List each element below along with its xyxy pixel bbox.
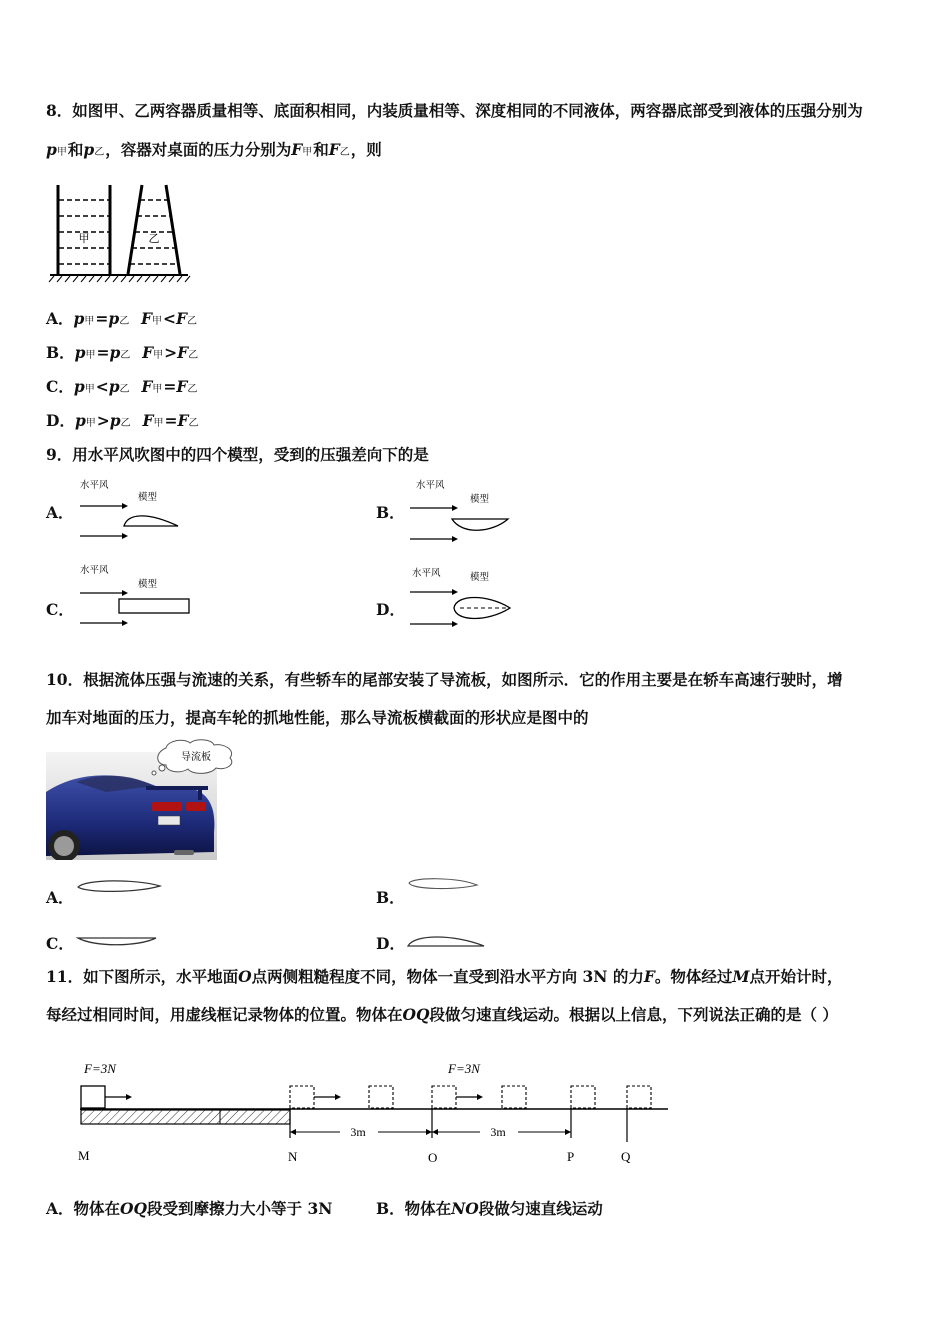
point-q: Q	[621, 1149, 631, 1164]
q8-option-c-sub3: 甲	[152, 384, 163, 395]
bubble-label: 导流板	[181, 752, 211, 763]
q8-option-a-rel-p: =	[95, 309, 109, 328]
q8-option-b-F: F	[142, 343, 154, 362]
fig-label-jia: 甲	[78, 232, 90, 245]
q8-option-b-p2: p	[109, 343, 121, 362]
q8-option-d-p: p	[74, 411, 86, 430]
q8-option-c-letter: C．	[46, 377, 74, 396]
q8-end-text: ，则	[350, 140, 382, 159]
q11-option-b-seg: NO	[451, 1199, 479, 1218]
q9-stem: 9．用水平风吹图中的四个模型，受到的压强差向下的是	[46, 445, 429, 464]
q8-option-a-p2: p	[108, 309, 120, 328]
wind-label-c: 水平风	[80, 565, 109, 576]
q8-option-c-sub2: 乙	[119, 384, 130, 395]
q8-stem-line2	[46, 140, 382, 163]
q8-sub-yi: 乙	[94, 147, 105, 158]
q9-figure-c	[78, 562, 198, 628]
q11-line2-b: 段做匀速直线运动。根据以上信息，下列说法正确的是（ ）	[429, 1005, 838, 1024]
q8-sub-yi-2: 乙	[339, 147, 350, 158]
q8-option-a-sub3: 甲	[152, 316, 163, 327]
q8-option-a-letter: A．	[46, 309, 74, 328]
container-yi	[128, 185, 180, 274]
q10-shape-b	[407, 874, 482, 894]
model-label-b: 模型	[470, 494, 490, 505]
airfoil-bottom-curved	[452, 519, 508, 530]
point-n: N	[288, 1149, 298, 1164]
q8-option-d-sub2: 乙	[120, 418, 131, 429]
distance-op: 3m	[490, 1125, 506, 1139]
q10-shape-a	[76, 876, 166, 896]
q11-option-b-post: 段做匀速直线运动	[478, 1199, 603, 1218]
q8-and-2: 和	[313, 140, 329, 159]
q8-mid-text: ，容器对桌面的压力分别为	[105, 140, 292, 159]
block-solid	[81, 1086, 105, 1108]
wind-label-b: 水平风	[416, 480, 445, 491]
q8-option-c-p: p	[73, 377, 85, 396]
distance-no: 3m	[350, 1125, 366, 1139]
q8-option-c-sub1: 甲	[84, 384, 95, 395]
q11-stem-line2	[46, 1005, 838, 1025]
airfoil-top-curved	[124, 516, 178, 526]
q8-option-d-F2: F	[177, 411, 189, 430]
q8-option-d-rel-F: =	[164, 411, 178, 430]
q8-containers-figure	[46, 180, 196, 284]
q8-F-symbol-2: F	[328, 140, 340, 159]
q9-figure-a	[78, 477, 188, 541]
q11-option-b-pre: B．物体在	[376, 1199, 452, 1218]
q10-shape-d	[406, 932, 488, 950]
q8-sub-jia: 甲	[56, 147, 67, 158]
wind-label-a: 水平风	[80, 480, 109, 491]
q11-option-b[interactable]	[376, 1199, 603, 1219]
q8-option-b-sub3: 甲	[153, 350, 164, 361]
q11-stem-line1	[46, 967, 843, 987]
q10-shape-c	[76, 932, 161, 950]
q8-option-a-rel-F: <	[163, 309, 177, 328]
q11-line1-c: 。物体经过	[654, 967, 733, 986]
spoiler-thought-bubble	[144, 738, 240, 778]
q10-option-b[interactable]: B．	[376, 888, 405, 907]
model-label-a: 模型	[138, 492, 158, 503]
q11-option-a-post: 段受到摩擦力大小等于 3N	[147, 1199, 333, 1218]
q10-option-c[interactable]: C．	[46, 934, 74, 953]
q8-option-a-F: F	[141, 309, 153, 328]
q8-option-b-rel-p: =	[96, 343, 110, 362]
q11-line1-O: O	[238, 967, 252, 986]
q8-option-d-F: F	[142, 411, 154, 430]
q11-motion-figure	[72, 1056, 672, 1166]
q11-line2-OQ: OQ	[402, 1005, 430, 1024]
q8-option-a[interactable]	[46, 309, 198, 332]
q9-option-d[interactable]: D．	[376, 600, 405, 619]
q8-option-b-p: p	[74, 343, 86, 362]
q8-option-a-F2: F	[176, 309, 188, 328]
q10-option-d[interactable]: D．	[376, 934, 405, 953]
q8-option-b[interactable]	[46, 343, 199, 366]
q9-option-a[interactable]: A．	[46, 503, 74, 522]
q8-option-c-rel-p: <	[95, 377, 109, 396]
q8-option-d[interactable]	[46, 411, 199, 434]
q11-option-a[interactable]	[46, 1199, 332, 1219]
q8-option-b-sub1: 甲	[85, 350, 96, 361]
q11-line1-a: 11．如下图所示，水平地面	[46, 967, 239, 986]
q8-option-a-sub2: 乙	[119, 316, 130, 327]
q8-and: 和	[67, 140, 84, 159]
q8-option-b-sub2: 乙	[120, 350, 131, 361]
q10-option-a[interactable]: A．	[46, 888, 74, 907]
wind-label-d: 水平风	[412, 568, 441, 579]
container-jia	[58, 185, 110, 274]
q8-option-d-letter: D．	[46, 411, 75, 430]
q11-line1-F: F	[643, 967, 655, 986]
q11-line1-d: 点开始计时，	[749, 967, 843, 986]
q8-option-d-rel-p: >	[96, 411, 110, 430]
q9-option-b[interactable]: B．	[376, 503, 405, 522]
q8-option-b-F2: F	[177, 343, 189, 362]
rough-surface-mn	[81, 1110, 290, 1124]
q8-option-c-sub4: 乙	[187, 384, 198, 395]
q11-option-a-seg: OQ	[120, 1199, 148, 1218]
q11-option-a-pre: A．物体在	[46, 1199, 121, 1218]
force-label-left: F=3N	[84, 1061, 116, 1076]
point-m: M	[78, 1148, 90, 1163]
q8-option-c-F2: F	[176, 377, 188, 396]
q8-option-b-rel-F: >	[164, 343, 178, 362]
q8-option-c-rel-F: =	[163, 377, 177, 396]
q9-figure-d	[408, 565, 518, 629]
q8-option-c-p2: p	[108, 377, 120, 396]
q11-line1-M: M	[732, 967, 750, 986]
q8-option-d-sub4: 乙	[188, 418, 199, 429]
q11-line1-b: 点两侧粗糙程度不同，物体一直受到沿水平方向 3N 的力	[251, 967, 644, 986]
q8-option-b-letter: B．	[46, 343, 75, 362]
q8-p-symbol: p	[46, 140, 57, 159]
q8-option-c-F: F	[141, 377, 153, 396]
force-label-right: F=3N	[448, 1061, 480, 1076]
q8-F-symbol: F	[291, 140, 303, 159]
q8-sub-jia-2: 甲	[302, 147, 313, 158]
q8-option-a-sub4: 乙	[187, 316, 198, 327]
fig-label-yi: 乙	[148, 232, 160, 245]
q8-option-a-p: p	[73, 309, 85, 328]
q8-p-symbol-2: p	[83, 140, 95, 159]
q8-stem-line1: 8．如图甲、乙两容器质量相等、底面积相同，内装质量相等、深度相同的不同液体，两容器底部受到液体的压强分别为	[46, 101, 863, 120]
q8-option-b-sub4: 乙	[188, 350, 199, 361]
q10-stem-line1: 10．根据流体压强与流速的关系，有些轿车的尾部安装了导流板，如图所示．它的作用主要是在轿车高速行驶时，增	[46, 670, 843, 689]
q8-option-c[interactable]	[46, 377, 198, 400]
q9-option-c[interactable]: C．	[46, 600, 74, 619]
q11-line2-a: 每经过相同时间，用虚线框记录物体的位置。物体在	[46, 1005, 403, 1024]
q8-option-d-p2: p	[109, 411, 121, 430]
point-p: P	[567, 1149, 575, 1164]
q10-stem-line2: 加车对地面的压力，提高车轮的抓地性能，那么导流板横截面的形状应是图中的	[46, 708, 589, 727]
point-o: O	[428, 1150, 438, 1165]
q8-option-d-sub1: 甲	[85, 418, 96, 429]
q9-figure-b	[408, 477, 518, 543]
model-label-c: 模型	[138, 579, 158, 590]
q8-option-d-sub3: 甲	[153, 418, 164, 429]
model-label-d: 模型	[470, 572, 490, 583]
flat-plate-model	[119, 599, 189, 613]
q8-option-a-sub1: 甲	[84, 316, 95, 327]
